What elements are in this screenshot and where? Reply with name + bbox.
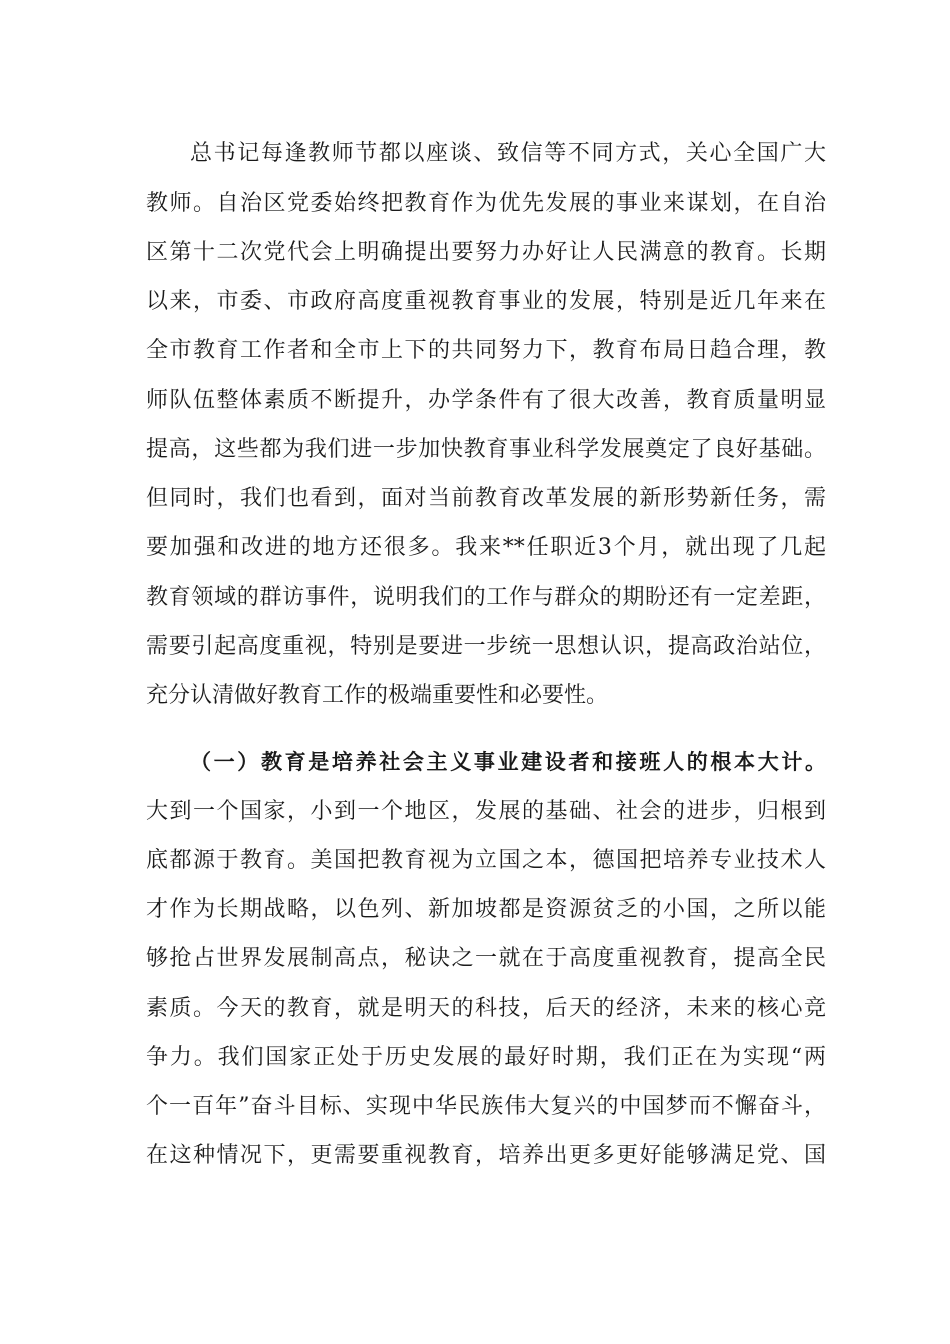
paragraph-1-line-10: 教育领域的群访事件，说明我们的工作与群众的期盼还有一定差距，: [146, 585, 826, 610]
paragraph-1-line-2: 教师。自治区党委始终把教育作为优先发展的事业来谋划，在自治: [146, 191, 826, 216]
paragraph-1-line-7: 提高，这些都为我们进一步加快教育事业科学发展奠定了良好基础。: [146, 437, 826, 462]
paragraph-2-line-8: 在这种情况下，更需要重视教育，培养出更多更好能够满足党、国: [146, 1143, 826, 1168]
paragraph-2-line-1: 大到一个国家，小到一个地区，发展的基础、社会的进步，归根到: [146, 799, 826, 824]
paragraph-2-line-5: 素质。今天的教育，就是明天的科技，后天的经济，未来的核心竞: [146, 996, 826, 1021]
paragraph-1-line-3: 区第十二次党代会上明确提出要努力办好让人民满意的教育。长期: [146, 240, 826, 265]
paragraph-1-line-8: 但同时，我们也看到，面对当前教育改革发展的新形势新任务，需: [146, 486, 826, 511]
paragraph-2-line-7: 个一百年”奋斗目标、实现中华民族伟大复兴的中国梦而不懈奋斗，: [146, 1094, 826, 1119]
paragraph-1-line-5: 全市教育工作者和全市上下的共同努力下，教育布局日趋合理，教: [146, 338, 826, 363]
section-heading-1: （一）教育是培养社会主义事业建设者和接班人的根本大计。: [190, 750, 826, 774]
paragraph-1-line-1: 总书记每逢教师节都以座谈、致信等不同方式，关心全国广大: [190, 141, 826, 166]
paragraph-2-line-6: 争力。我们国家正处于历史发展的最好时期，我们正在为实现“两: [146, 1045, 826, 1070]
paragraph-1-line-12: 充分认清做好教育工作的极端重要性和必要性。: [146, 683, 609, 708]
paragraph-1-line-9: 要加强和改进的地方还很多。我来**任职近3个月，就出现了几起: [146, 535, 826, 560]
paragraph-1-line-4: 以来，市委、市政府高度重视教育事业的发展，特别是近几年来在: [146, 289, 826, 314]
paragraph-1-line-6: 师队伍整体素质不断提升，办学条件有了很大改善，教育质量明显: [146, 388, 826, 413]
paragraph-2-line-3: 才作为长期战略，以色列、新加坡都是资源贫乏的小国，之所以能: [146, 897, 826, 922]
paragraph-1-line-11: 需要引起高度重视，特别是要进一步统一思想认识，提高政治站位，: [146, 634, 826, 659]
paragraph-2-line-2: 底都源于教育。美国把教育视为立国之本，德国把培养专业技术人: [146, 848, 826, 873]
paragraph-2-line-4: 够抢占世界发展制高点，秘诀之一就在于高度重视教育，提高全民: [146, 946, 826, 971]
